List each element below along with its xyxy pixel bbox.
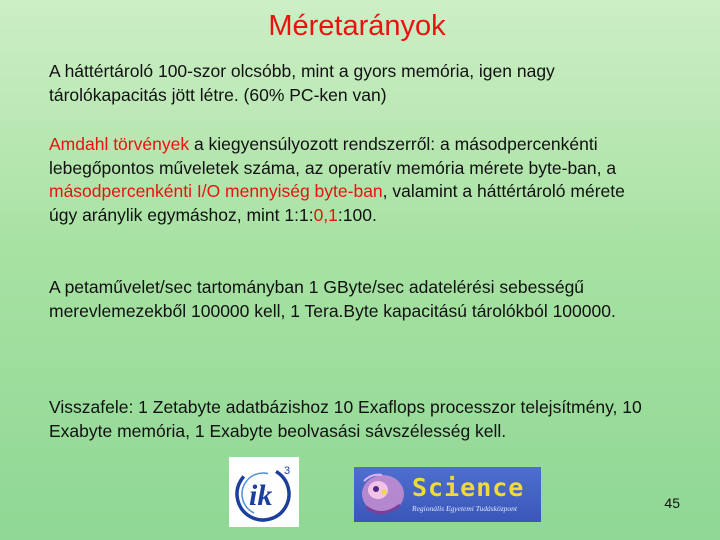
paragraph-amdahl: [49, 133, 649, 227]
paragraph-petaflop: A petaművelet/sec tartományban 1 GByte/sec adatelérési sebességű merevlemezekből 100000 kell, 1 Tera.Byte kapacitású tárolókból 100000.: [49, 277, 616, 321]
science-logo-subtitle: Regionális Egyetemi Tudásközpont: [412, 504, 517, 513]
amdahl-term: Amdahl törvények: [49, 134, 190, 154]
paragraph-zetabyte: Visszafele: 1 Zetabyte adatbázishoz 10 Exaflops processzor telejsítmény, 10 Exabyte memória, 1 Exabyte beolvasási sávszélesség kell.: [49, 397, 642, 441]
amdahl-text-2: , valamint a háttértároló mérete úgy aránylik egymáshoz, mint 1:1:: [49, 181, 625, 225]
ik-logo-superscript: 3: [284, 465, 291, 477]
ik-logo-text: ik: [249, 479, 273, 512]
amdahl-text-3: :100.: [337, 204, 377, 225]
science-logo-icon: [354, 467, 541, 522]
ik3-logo-icon: [229, 457, 299, 527]
io-term: másodpercenkénti I/O mennyiség byte-ban: [49, 181, 383, 201]
ratio-highlight: 0,1: [313, 204, 338, 225]
paragraph-storage-cost: A háttértároló 100-szor olcsóbb, mint a gyors memória, igen nagy tárolókapacitás jött létre. (60% PC-ken van): [49, 61, 555, 105]
slide-title: Méretarányok: [268, 10, 446, 42]
science-logo-word: Science: [412, 473, 525, 502]
page-number: 45: [664, 495, 680, 511]
amdahl-text-1: a kiegyensúlyozott rendszerről: a másodpercenkénti lebegőpontos műveletek száma, az operatív memória mérete byte-ban, a: [49, 134, 617, 178]
